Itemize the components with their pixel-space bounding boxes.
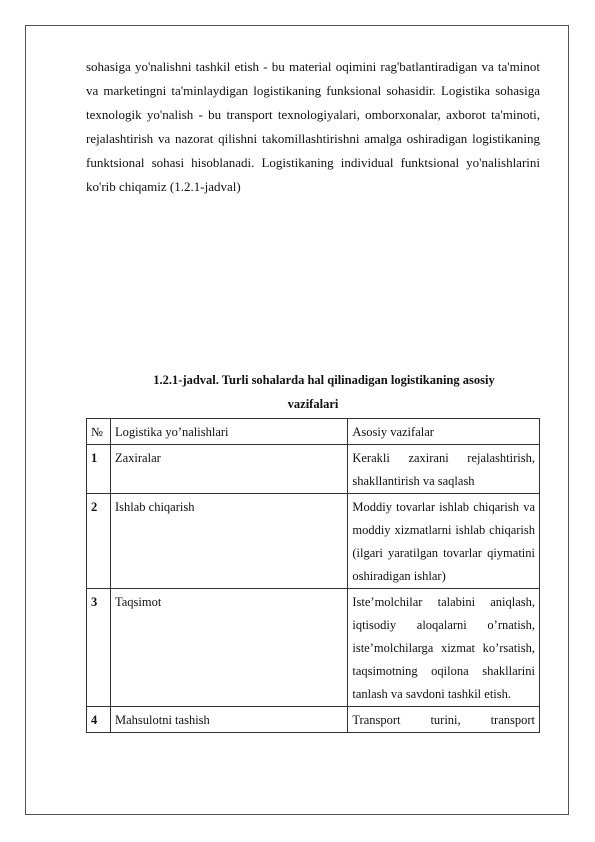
row-direction: Ishlab chiqarish <box>110 494 347 589</box>
body-paragraph: sohasiga yo'nalishni tashkil etish - bu material oqimini rag'batlantiradigan va ta'minot va marketingni ta'minlaydigan logistikaning funksional sohasidir. Logistika sohasiga texnologik yo'nalish - bu transport texnologiyalari, omborxonalar, axborot ta'minoti, rejalashtirish va nazorat qilishni takomillashtirishni amalga oshiradigan logistikaning funktsional sohasi hisoblanadi. Logistikaning individual funktsional yo'nalishlarini ko'rib chiqamiz (1.2.1-jadval) <box>86 59 540 194</box>
table-header-row <box>87 419 540 445</box>
row-tasks: Moddiy tovarlar ishlab chiqarish va moddiy xizmatlarni ishlab chiqarish (ilgari yaratilgan tovarlar qiymatini oshiradigan ishlar) <box>348 494 540 589</box>
header-tasks: Asosiy vazifalar <box>348 419 540 445</box>
table-row <box>87 589 540 707</box>
row-tasks: Iste’molchilar talabini aniqlash, iqtisodiy aloqalarni o’rnatish, iste’molchilarga xizmat ko’rsatish, taqsimotning oqilona shakllarini tanlash va savdoni tashkil etish. <box>348 589 540 707</box>
table-row <box>87 707 540 733</box>
row-tasks: Kerakli zaxirani rejalashtirish, shakllantirish va saqlash <box>348 445 540 494</box>
table-row <box>87 494 540 589</box>
row-direction: Mahsulotni tashish <box>110 707 347 733</box>
caption-line-2: vazifalari <box>287 397 339 411</box>
header-direction: Logistika yo’nalishlari <box>110 419 347 445</box>
row-number: 4 <box>87 707 111 733</box>
logistics-table <box>86 418 540 733</box>
row-direction: Zaxiralar <box>110 445 347 494</box>
table-row <box>87 445 540 494</box>
caption-line-1: 1.2.1-jadval. Turli sohalarda hal qilinadigan logistikaning asosiy <box>153 373 495 387</box>
row-tasks: Transport turini, transport <box>348 707 540 733</box>
table-caption <box>86 368 540 416</box>
header-number: № <box>87 419 111 445</box>
row-direction: Taqsimot <box>110 589 347 707</box>
row-number: 2 <box>87 494 111 589</box>
row-number: 3 <box>87 589 111 707</box>
row-number: 1 <box>87 445 111 494</box>
